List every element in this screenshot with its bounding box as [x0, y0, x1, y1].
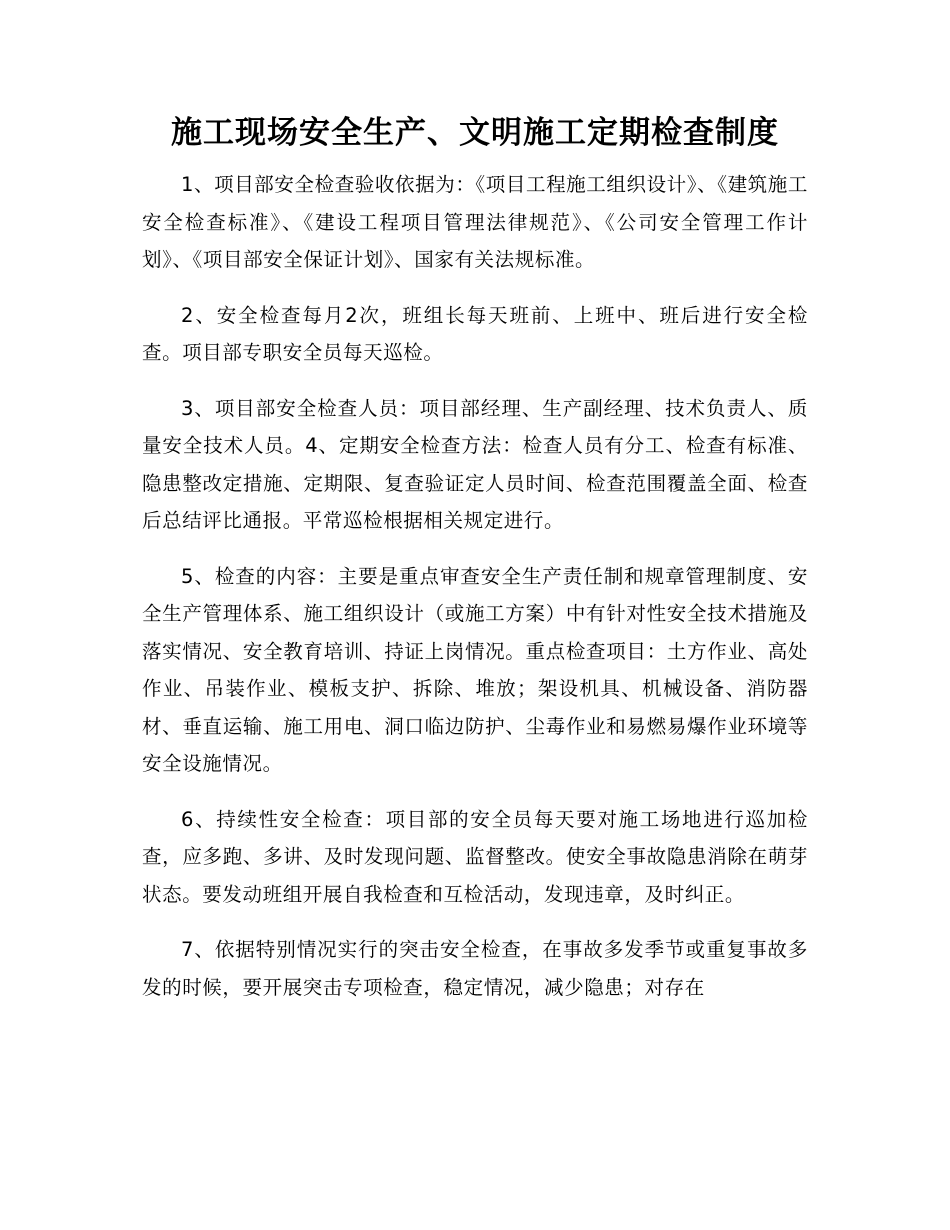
document-body [142, 166, 808, 1024]
paragraph-3: 3、项目部安全检查人员：项目部经理、生产副经理、技术负责人、质量安全技术人员。4、定期安全检查方法：检查人员有分工、检查有标准、隐患整改定措施、定期限、复查验证定人员时间、检查范围覆盖全面、检查后总结评比通报。平常巡检根据相关规定进行。 [142, 396, 808, 532]
paragraph-4: 5、检查的内容：主要是重点审查安全生产责任制和规章管理制度、安全生产管理体系、施工组织设计（或施工方案）中有针对性安全技术措施及落实情况、安全教育培训、持证上岗情况。重点检查项目：土方作业、高处作业、吊装作业、模板支护、拆除、堆放；架设机具、机械设备、消防器材、垂直运输、施工用电、洞口临边防护、尘毒作业和易燃易爆作业环境等安全设施情况。 [142, 564, 808, 775]
document-title: 施工现场安全生产、文明施工定期检查制度 [171, 115, 779, 151]
paragraph-2: 2、安全检查每月2次，班组长每天班前、上班中、班后进行安全检查。项目部专职安全员每天巡检。 [142, 303, 808, 364]
paragraph-5: 6、持续性安全检查：项目部的安全员每天要对施工场地进行巡加检查，应多跑、多讲、及时发现问题、监督整改。使安全事故隐患消除在萌芽状态。要发动班组开展自我检查和互检活动，发现违章，及时纠正。 [142, 807, 808, 906]
paragraph-1: 1、项目部安全检查验收依据为：《项目工程施工组织设计》、《建筑施工安全检查标准》、《建设工程项目管理法律规范》、《公司安全管理工作计划》、《项目部安全保证计划》、国家有关法规标准。 [142, 173, 808, 271]
paragraph-6: 7、依据特别情况实行的突击安全检查，在事故多发季节或重复事故多发的时候，要开展突击专项检查，稳定情况，减少隐患；对存在 [142, 938, 808, 999]
